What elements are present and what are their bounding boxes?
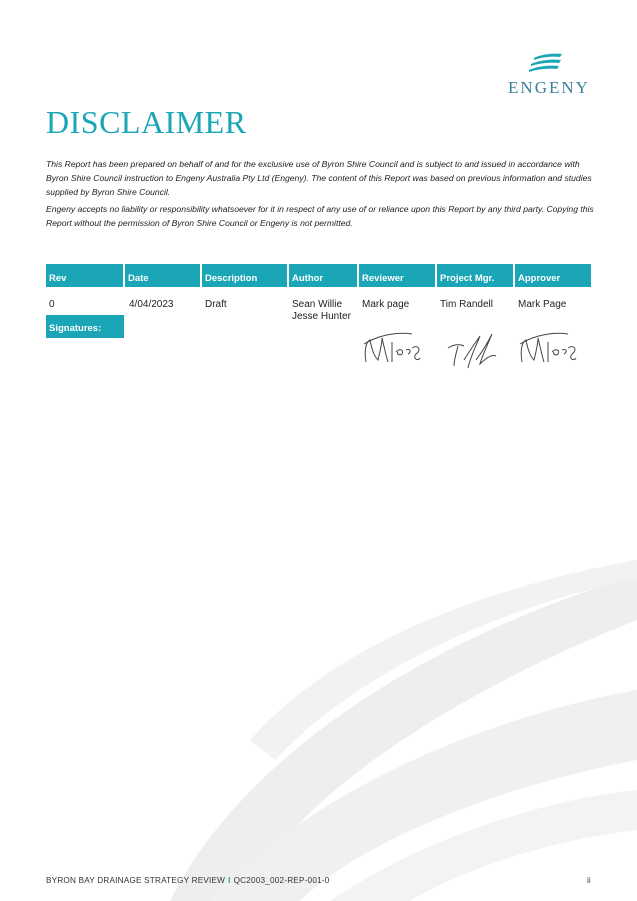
column-header-author: Author (289, 264, 357, 287)
revision-table-header (46, 264, 591, 287)
column-header-reviewer: Reviewer (359, 264, 435, 287)
column-header-date: Date (125, 264, 200, 287)
reviewer-signature (360, 330, 430, 368)
cell-author-1: Sean Willie (292, 299, 343, 310)
cell-rev: 0 (49, 299, 55, 310)
footer-page-number: ii (587, 876, 591, 885)
engeny-wave-icon (528, 52, 568, 78)
logo-wordmark: ENGENY (508, 78, 590, 97)
cell-date: 4/04/2023 (129, 299, 174, 310)
column-header-description: Description (202, 264, 287, 287)
engeny-logo (506, 52, 592, 98)
footer-separator: I (228, 876, 231, 885)
approver-signature (516, 330, 586, 368)
cell-reviewer: Mark page (362, 299, 410, 310)
column-header-rev: Rev (46, 264, 123, 287)
footer-document-info (46, 876, 330, 885)
cell-project-mgr: Tim Randell (440, 299, 493, 310)
column-header-project-mgr: Project Mgr. (437, 264, 513, 287)
disclaimer-paragraph-1: This Report has been prepared on behalf of and for the exclusive use of Byron Shire Council and is subject to and issued in accordance with Byron Shire Council instruction to Engeny Australia Pty Ltd (Engeny). The content of this Report was based on previous information and studies supplied by Byron Shire Council. (46, 159, 592, 197)
footer-document-title: BYRON BAY DRAINAGE STRATEGY REVIEW (46, 876, 226, 885)
disclaimer-paragraph-2: Engeny accepts no liability or responsibility whatsoever for it in respect of any use of or reliance upon this Report by any third party. Copying this Report without the permission of Byron Shire Council or Engeny is not permitted. (46, 204, 594, 228)
footer-document-code: QC2003_002-REP-001-0 (233, 876, 330, 885)
cell-author-2: Jesse Hunter (292, 311, 351, 322)
page-title: DISCLAIMER (46, 104, 247, 140)
column-header-approver: Approver (515, 264, 591, 287)
cell-approver: Mark Page (518, 299, 567, 310)
signatures-label: Signatures: (46, 315, 124, 338)
project-mgr-signature (446, 330, 506, 370)
cell-description: Draft (205, 299, 227, 310)
